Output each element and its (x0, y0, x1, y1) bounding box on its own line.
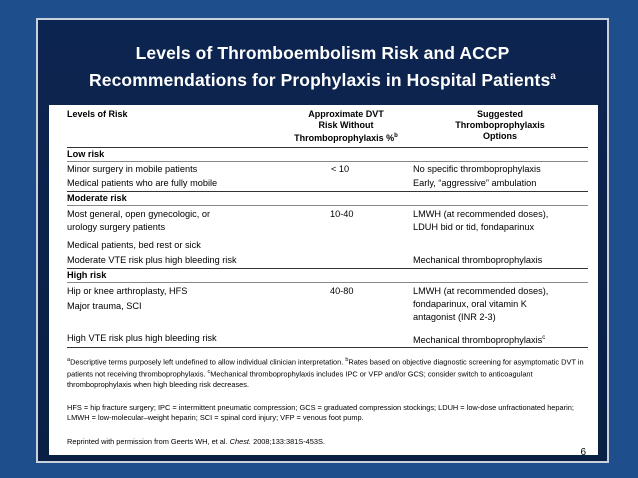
table-panel (49, 105, 598, 458)
title-line-2: Recommendations for Prophylaxis in Hospital Patients$^a$ (89, 70, 556, 90)
high-risk-row-2: Major trauma, SCI (67, 301, 142, 311)
section-moderate-risk: Moderate risk (67, 193, 127, 203)
high-risk-option-1c: antagonist (INR 2-3) (413, 312, 496, 322)
high-risk-pct: 40-80 (330, 286, 354, 296)
title-line-1: Levels of Thromboembolism Risk and ACCP (135, 43, 510, 63)
high-risk-row-1: Hip or knee arthroplasty, HFS (67, 286, 188, 296)
divider (67, 161, 588, 162)
low-risk-row-2: Medical patients who are fully mobile (67, 178, 218, 188)
high-risk-option-2: Mechanical thromboprophylaxis$^c$ (413, 335, 546, 346)
table-bottom-rule (67, 347, 588, 348)
slide-title (38, 42, 607, 92)
moderate-risk-option-1b: LDUH bid or tid, fondaparinux (413, 222, 535, 232)
title-footnote-marker: a (550, 71, 556, 82)
divider (67, 205, 588, 206)
moderate-risk-row-1a: Most general, open gynecologic, or (67, 209, 211, 219)
high-risk-option-1a: LMWH (at recommended doses), (413, 286, 549, 296)
moderate-risk-row-2: Medical patients, bed rest or sick (67, 240, 201, 250)
divider (67, 191, 588, 192)
moderate-risk-option-2: Mechanical thromboprophylaxis (413, 255, 543, 265)
moderate-risk-option-1a: LMWH (at recommended doses), (413, 209, 549, 219)
footnote-abbreviations: HFS = hip fracture surgery; IPC = intermittent pneumatic compression; GCS = graduated compression stockings; LDUH = low-dose unfractionated heparin; LMWH = low-molecular–weight heparin; SCI = spinal cord injury; VFP = venous foot pump. (67, 403, 574, 422)
low-risk-option-2: Early, “aggressive” ambulation (413, 178, 537, 188)
header-divider (67, 147, 588, 148)
divider (67, 282, 588, 283)
moderate-risk-pct: 10-40 (330, 209, 354, 219)
high-risk-row-3: High VTE risk plus high bleeding risk (67, 333, 217, 343)
reprint-citation: Reprinted with permission from Geerts WH, et al. Chest. 2008;133:381S-453S. (67, 437, 325, 446)
slide (36, 18, 609, 463)
divider (67, 268, 588, 269)
moderate-risk-row-1b: urology surgery patients (67, 222, 166, 232)
section-low-risk: Low risk (67, 149, 105, 159)
low-risk-pct: < 10 (331, 164, 350, 174)
page-number: 6 (580, 447, 586, 458)
low-risk-row-1: Minor surgery in mobile patients (67, 164, 198, 174)
moderate-risk-row-3: Moderate VTE risk plus high bleeding risk (67, 255, 237, 265)
low-risk-option-1: No specific thromboprophylaxis (413, 164, 541, 174)
section-high-risk: High risk (67, 270, 107, 280)
header-levels-of-risk: Levels of Risk (67, 109, 128, 119)
header-options: Suggested Thromboprophylaxis Options (455, 109, 545, 141)
header-dvt-risk: Approximate DVT Risk Without Thromboprophylaxis %$^b$ (294, 109, 398, 143)
high-risk-option-1b: fondaparinux, oral vitamin K (413, 299, 527, 309)
footnote-abc: $^a$Descriptive terms purposely left undefined to allow individual clinician interpretation. $^b$Rates based on objective diagnostic screening for asymptomatic DVT in patients not receiving thromboprophylaxis. $^c$Mechanical thromboprophylaxis includes IPC or VFP and/or GCS; consider switch to anticoagulant thromboprophylaxis when high bleeding risk decreases. (67, 357, 584, 389)
